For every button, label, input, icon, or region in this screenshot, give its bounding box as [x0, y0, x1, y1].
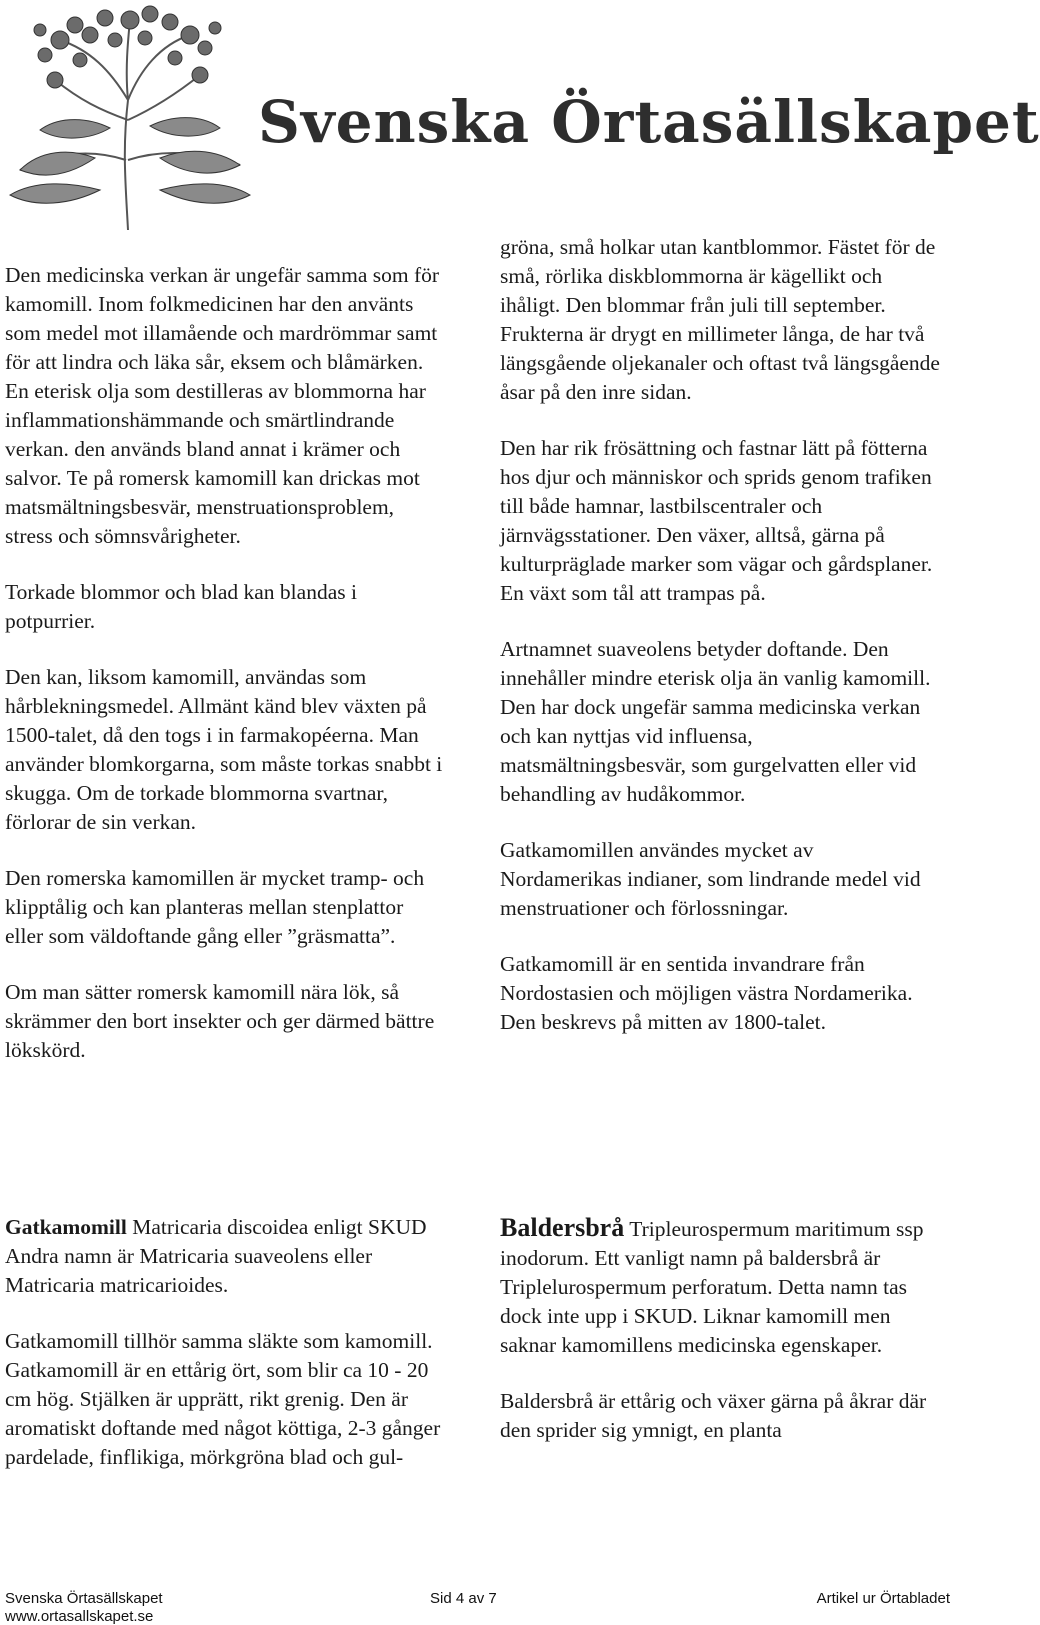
paragraph-text: Tripleurospermum maritimum ssp inodorum. Ett vanligt namn på baldersbrå är Triplelurospermum perforatum. Detta namn tas dock inte upp i SKUD. Liknar kamomill men saknar kamomillens medicinska egenskaper.	[500, 1217, 924, 1357]
paragraph: Den kan, liksom kamomill, användas som hårblekningsmedel. Allmänt känd blev växten på 1500-talet, då den togs i in farmakopéerna. Man använder blomkorgarna, som måste torkas snabbt i skugga. Om de torkade blommorna svartnar, förlorar de sin verkan.	[5, 665, 443, 834]
paragraph: Baldersbrå är ettårig och växer gärna på åkrar där den sprider sig ymnigt, en planta	[500, 1389, 927, 1442]
herb-logo-icon	[0, 0, 260, 235]
section-heading-baldersbra: Baldersbrå	[500, 1213, 625, 1242]
paragraph	[5, 1213, 445, 1300]
paragraph-text: Matricaria discoidea enligt SKUD Andra namn är Matricaria suaveolens eller Matricaria matricarioides.	[5, 1215, 427, 1297]
paragraph: Den medicinska verkan är ungefär samma som för kamomill. Inom folkmedicinen har den använts som medel mot illamående och mardrömmar samt för att lindra och läka sår, eksem och blåmärken. En eterisk olja som destilleras av blommorna har inflammationshämmande och smärtlindrande verkan. den används bland annat i krämer och salvor. Te på romersk kamomill kan drickas mot matsmältningsbesvär, menstruationsproblem, stress och sömnsvårigheter.	[5, 263, 440, 548]
paragraph: gröna, små holkar utan kantblommor. Fästet för de små, rörlika diskblommorna är kägellikt och ihåligt. Den blommar från juli till september. Frukterna är drygt en millimeter långa, de har två längsgående oljekanaler och oftast två längsgående åsar på den inre sidan.	[500, 235, 940, 404]
column-left-bottom	[5, 1213, 445, 1472]
paragraph: Gatkamomill är en sentida invandrare från Nordostasien och möjligen västra Nordamerika. Den beskrevs på mitten av 1800-talet.	[500, 952, 913, 1034]
page-header	[0, 0, 1040, 240]
paragraph: Gatkamomillen användes mycket av Nordamerikas indianer, som lindrande medel vid menstruationer och förlossningar.	[500, 838, 921, 920]
footer-website: www.ortasallskapet.se	[5, 1608, 154, 1625]
paragraph: Artnamnet suaveolens betyder doftande. Den innehåller mindre eterisk olja än vanlig kamomill. Den har dock ungefär samma medicinska verkan och kan nyttjas vid influensa, matsmältningsbesvär, som gurgelvatten eller vid behandling av hudåkommor.	[500, 637, 931, 806]
page-title: Svenska Örtasällskapet	[258, 88, 1040, 156]
paragraph: Torkade blommor och blad kan blandas i potpurrier.	[5, 580, 357, 633]
column-left-top	[5, 261, 445, 1065]
footer-source: Artikel ur Örtabladet	[816, 1590, 950, 1607]
footer-page-number: Sid 4 av 7	[430, 1590, 497, 1607]
paragraph: Den har rik frösättning och fastnar lätt på fötterna hos djur och människor och sprids genom trafiken till både hamnar, lastbilscentraler och järnvägsstationer. Den växer, alltså, gärna på kulturpräglade marker som vägar och gårdsplaner. En växt som tål att trampas på.	[500, 436, 933, 605]
paragraph: Om man sätter romersk kamomill nära lök, så skrämmer den bort insekter och ger därmed bättre lökskörd.	[5, 980, 435, 1062]
paragraph: Den romerska kamomillen är mycket tramp- och klipptålig och kan planteras mellan stenplattor eller som väldoftande gång eller ”gräsmatta”.	[5, 866, 425, 948]
column-right-bottom	[500, 1213, 940, 1445]
paragraph	[500, 1213, 940, 1360]
section-heading-gatkamomill: Gatkamomill	[5, 1215, 127, 1239]
footer-publisher: Svenska Örtasällskapet	[5, 1590, 163, 1607]
column-right-top	[500, 233, 940, 1037]
paragraph: Gatkamomill tillhör samma släkte som kamomill. Gatkamomill är en ettårig ört, som blir ca 10 - 20 cm hög. Stjälken är upprätt, rikt grenig. Den är aromatiskt doftande med något köttiga, 2-3 gånger pardelade, finflikiga, mörkgröna blad och gul-	[5, 1329, 441, 1469]
